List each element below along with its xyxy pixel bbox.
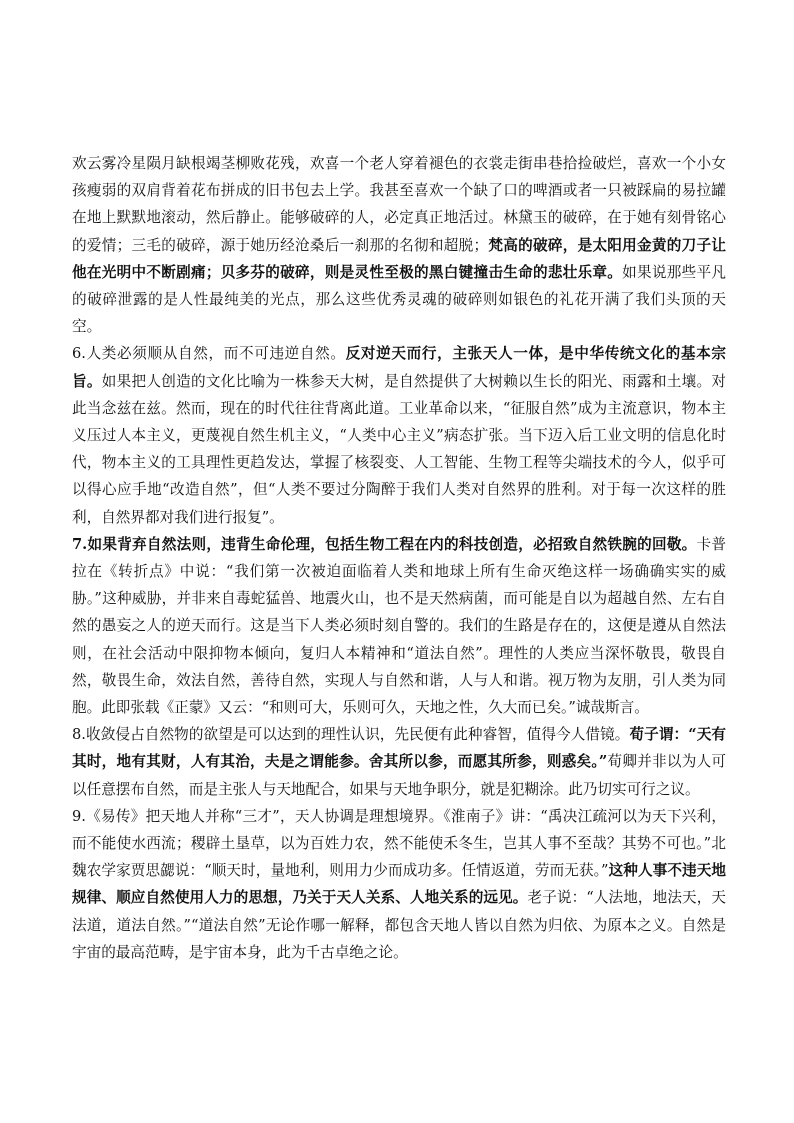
paragraph-emphasis: 反对逆天而行，主张天人一体，是中华传统文化的基本宗旨。 <box>72 345 726 390</box>
paragraph-text: 如果说那些平凡的破碎泄露的是人性最纯美的光点，那么这些优秀灵魂的破碎则如银色的礼花开满了我们头顶的天空。 <box>72 263 726 336</box>
document-body <box>72 150 726 966</box>
paragraph-9 <box>72 803 726 966</box>
paragraph-text: 8.收敛侵占自然物的欲望是可以达到的理性认识，先民便有此种睿智，值得今人借镜。 <box>72 726 630 744</box>
paragraph-text: 荀卿并非以为人可以任意摆布自然，而是主张人与天地配合，如果与天地争职分，就是犯糊涂。此乃切实可行之议。 <box>72 753 726 798</box>
paragraph-text: 9.《易传》把天地人并称“三才”，天人协调是理想境界。《淮南子》讲：“禹决江疏河以为天下兴利，而不能使水西流；稷辟土垦草，以为百姓力农，然不能使禾冬生，岂其人事不至哉？其势不可也。”北魏农学家贾思勰说：“顺天时，量地利，则用力少而成功多。任情返道，劳而无获。” <box>72 807 726 880</box>
paragraph-emphasis: 7.如果背弃自然法则，违背生命伦理，包括生物工程在内的科技创造，必招致自然铁腕的回敬。 <box>72 535 697 553</box>
paragraph-6 <box>72 340 726 530</box>
paragraph-text: 6.人类必须顺从自然，而不可违逆自然。 <box>72 345 346 363</box>
paragraph-emphasis: 荀子谓：“天有其时，地有其财，人有其治，夫是之谓能参。舍其所以参，而愿其所参，则惑矣。” <box>72 726 726 771</box>
paragraph-emphasis: 梵高的破碎，是太阳用金黄的刀子让他在光明中不断剧痛；贝多芬的破碎，则是灵性至极的黑白键撞击生命的悲壮乐章。 <box>72 236 726 281</box>
paragraph-emphasis: 这种人事不违天地规律、顺应自然使用人力的思想，乃关于天人关系、人地关系的远见。 <box>72 862 726 907</box>
paragraph-text: 老子说：“人法地，地法天，天法道，道法自然。”“道法自然”无论作哪一解释，都包含天地人皆以自然为归依、为原本之义。自然是宇宙的最高范畴，是宇宙本身，此为千古卓绝之论。 <box>72 889 726 961</box>
paragraph-text: 卡普拉在《转折点》中说：“我们第一次被迫面临着人类和地球上所有生命灭绝这样一场确确实实的威胁。”这种威胁，并非来自毒蛇猛兽、地震火山，也不是天然病菌，而可能是自以为超越自然、左右自然的愚妄之人的逆天而行。这是当下人类必须时刻自警的。我们的生路是存在的，这便是遵从自然法则，在社会活动中限抑物本倾向，复归人本精神和“道法自然”。理性的人类应当深怀敬畏，敬畏自然，敬畏生命，效法自然，善待自然，实现人与自然和谐，人与人和谐。视万物为友朋，引人类为同胞。此即张载《正蒙》又云：“和则可大，乐则可久，天地之性，久大而已矣。”诚哉斯言。 <box>72 535 726 717</box>
paragraph-8 <box>72 721 726 803</box>
paragraph-7 <box>72 531 726 721</box>
paragraph-text: 欢云雾冷星陨月缺根竭茎柳败花残，欢喜一个老人穿着褪色的衣裳走街串巷拾捡破烂，喜欢一个小女孩瘦弱的双肩背着花布拼成的旧书包去上学。我甚至喜欢一个缺了口的啤酒或者一只被踩扁的易拉罐在地上默默地滚动，然后静止。能够破碎的人，必定真正地活过。林黛玉的破碎，在于她有刻骨铭心的爱情；三毛的破碎，源于她历经沧桑后一刹那的名彻和超脱； <box>72 155 726 254</box>
paragraph-breakage <box>72 150 726 340</box>
paragraph-text: 如果把人创造的文化比喻为一株参天大树，是自然提供了大树赖以生长的阳光、雨露和土壤。对此当念兹在兹。然而，现在的时代往往背离此道。工业革命以来，“征服自然”成为主流意识，物本主义压过人本主义，更蔑视自然生机主义，“人类中心主义”病态扩张。当下迈入后工业文明的信息化时代，物本主义的工具理性更趋发达，掌握了核裂变、人工智能、生物工程等尖端技术的今人，似乎可以得心应手地“改造自然”，但“人类不要过分陶醉于我们人类对自然界的胜利。对于每一次这样的胜利，自然界都对我们进行报复”。 <box>72 372 726 526</box>
